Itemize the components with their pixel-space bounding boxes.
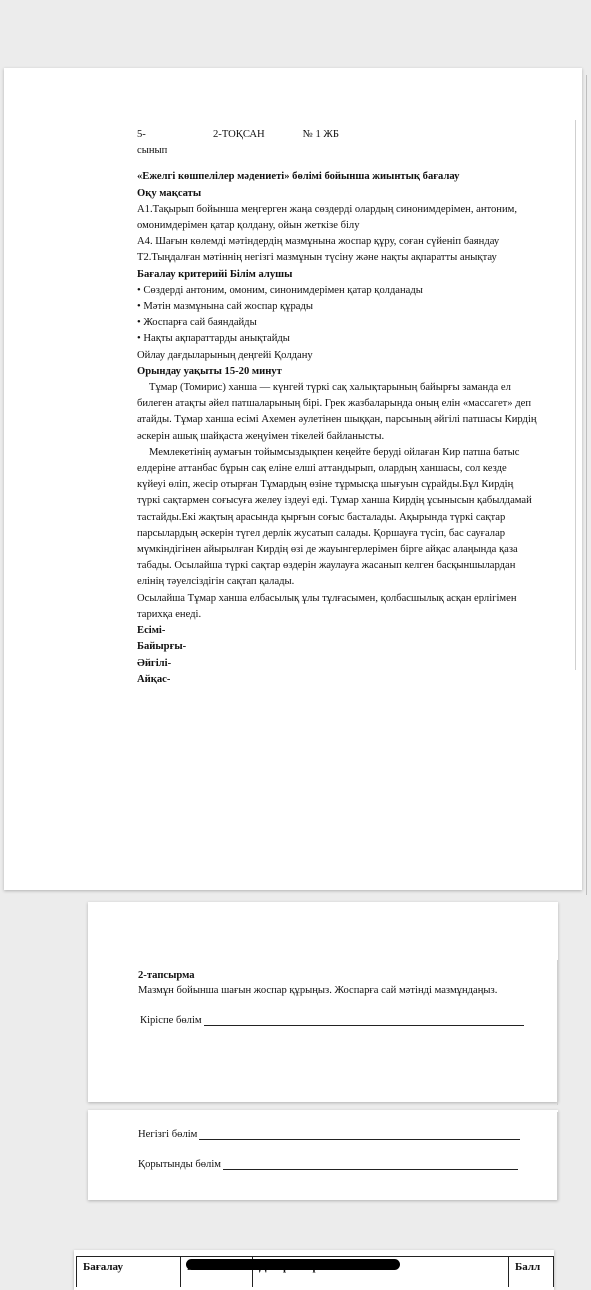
table-header-assessment: Бағалау xyxy=(77,1257,181,1287)
page-edge-line xyxy=(557,1112,558,1200)
page-edge-line xyxy=(557,960,558,1105)
grade-label: 5-сынып xyxy=(137,129,168,157)
main-fill-line xyxy=(138,1128,520,1140)
table-header-score: Балл xyxy=(515,1261,541,1273)
criteria-item: • Нақты ақпараттарды анықтайды xyxy=(137,333,290,345)
answer-line xyxy=(223,1158,518,1170)
vocab-item: Әйгілі- xyxy=(137,657,172,669)
document-page-3 xyxy=(88,1110,558,1200)
objective-item: А4. Шағын көлемді мәтіндердің мазмұнына жоспар құру, соған сүйеніп баяндау xyxy=(137,236,500,248)
objective-item: Т2.Тыңдалған мәтіннің негізгі мазмұнын түсіну және нақты ақпаратты анықтау xyxy=(137,252,497,264)
intro-fill-line xyxy=(140,1014,524,1026)
task-2-instruction: Мазмұн бойынша шағын жоспар құрыңыз. Жоспарға сай мәтінді мазмұндаңыз. xyxy=(138,985,498,996)
document-page-2 xyxy=(88,902,558,1102)
text-paragraph: Мемлекетінің аумағын тойымсыздықпен кеңейте беруді ойлаған Кир патша батыс елдеріне аттанбас бұрын сақ еліне елші аттандырып, олардың ханшасы, сол кезде күйеуі өліп, жесір отырған Тұмардың өзіне тұрмысқа шығуын сұрайды.Бұл Кирдің түркі сақтармен соғысуға желеу іздеуі еді. Тұмар ханша Кирдің ұсынысын қабылдамай тастайды.Екі жақтың арасында қырғын соғыс басталады. Ақырында түркі сақтар парсылардың әскерін түгел дерлік жусатып салады. Қоршауға түсіп, бас сауғалар мүмкіндігінен айырылған Кирдің өзі де жауынгерлерімен бірге айқас алаңында қаза табады. Осылайша түркі сақтар өздерін жаулауға жасанып келген басқыншылардан елінің тәуелсіздігін сақтап қалады. xyxy=(137,446,532,588)
criteria-item: • Сөздерді антоним, омоним, синонимдерімен қатар қолданады xyxy=(137,284,423,296)
answer-line xyxy=(199,1128,520,1140)
text-paragraph: Осылайша Тұмар ханша елбасылық ұлы тұлғасымен, қолбасшылық асқан ерлігімен тарихқа енеді. xyxy=(137,592,517,620)
objective-item: А1.Тақырып бойынша меңгерген жаңа сөздерді олардың синонимдерімен, антоним, омонимдерімен қатар қолдану, ойын жеткізе білу xyxy=(137,203,517,232)
conclusion-label: Қорытынды бөлім xyxy=(138,1159,221,1170)
document-title: «Ежелгі көшпелілер мәдениеті» бөлімі бойынша жиынтық бағалау xyxy=(137,171,460,183)
answer-line xyxy=(204,1014,524,1026)
task-2-block xyxy=(138,968,538,998)
main-label: Негізгі бөлім xyxy=(138,1129,198,1140)
task-2-heading: 2-тапсырма xyxy=(138,970,195,981)
quarter-label: 2-ТОҚСАН xyxy=(213,129,265,140)
text-paragraph: Тұмар (Томирис) ханша — күнгей түркі сақ халықтарының байырғы заманда ел билеген атақты әйел патшаларының бірі. Грек жазбаларында оның елін «массагет» деп атайды. Тұмар ханша есімі Ахемен әулетінен шыққан, парсының әйгілі патшасы Кирдің әскерін ашық шайқаста жеңуімен тікелей байланысты. xyxy=(137,382,537,442)
vocab-item: Айқас- xyxy=(137,673,171,685)
assessment-number: № 1 ЖБ xyxy=(302,129,339,140)
criteria-item: • Мәтін мазмұнына сай жоспар құрады xyxy=(137,301,313,313)
conclusion-fill-line xyxy=(138,1158,518,1170)
header-line xyxy=(137,127,537,159)
page-edge-line xyxy=(575,120,576,670)
intro-label: Кіріспе бөлім xyxy=(140,1015,202,1026)
criteria-heading: Бағалау критерийі Білім алушы xyxy=(137,268,293,280)
thinking-level: Ойлау дағдыларының деңгейі Қолдану xyxy=(137,349,313,361)
page-1-content xyxy=(137,127,537,688)
vocab-item: Есімі- xyxy=(137,625,166,637)
time-limit: Орындау уақыты 15-20 минут xyxy=(137,365,282,377)
criteria-item: • Жоспарға сай баяндайды xyxy=(137,317,257,329)
redaction-mark xyxy=(186,1259,400,1270)
page-edge-line xyxy=(586,75,587,895)
objectives-heading: Оқу мақсаты xyxy=(137,187,202,199)
vocab-item: Байырғы- xyxy=(137,641,187,653)
